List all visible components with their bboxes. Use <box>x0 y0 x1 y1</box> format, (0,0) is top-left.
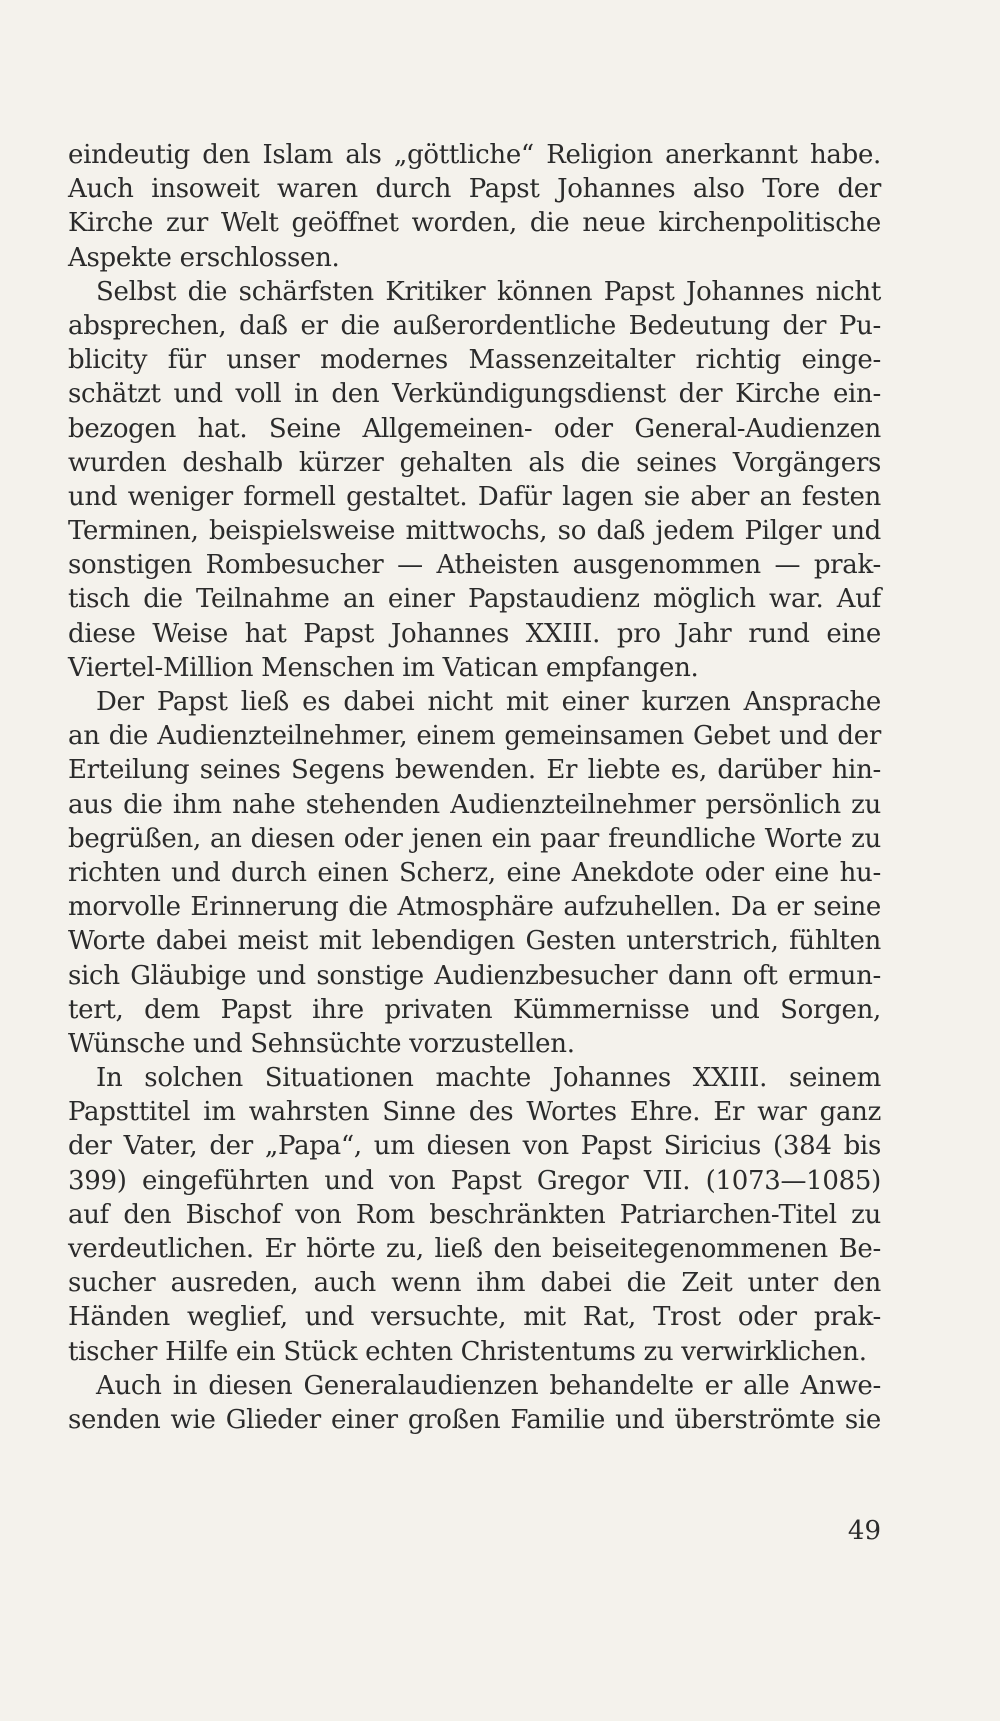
text-line: Auch in diesen Generalaudienzen behandelte er alle Anwe- <box>96 1370 881 1401</box>
text-line: verdeutlichen. Er hörte zu, ließ den beiseitegenommenen Be- <box>68 1234 881 1264</box>
text-line: Selbst die schärfsten Kritiker können Papst Johannes nicht <box>96 276 881 307</box>
text-line: diese Weise hat Papst Johannes XXIII. pro Jahr rund eine <box>68 618 881 649</box>
text-line: sich Gläubige und sonstige Audienzbesucher dann oft ermun- <box>68 960 881 991</box>
text-line: absprechen, daß er die außerordentliche Bedeutung der Pu- <box>68 310 881 341</box>
text-line: der Vater, der „Papa“, um diesen von Papst Siricius (384 bis <box>68 1131 881 1162</box>
text-line: und weniger formell gestaltet. Dafür lagen sie aber an festen <box>68 481 881 512</box>
text-line: richten und durch einen Scherz, eine Anekdote oder eine hu- <box>68 857 881 888</box>
text-line: wurden deshalb kürzer gehalten als die seines Vorgängers <box>68 447 881 478</box>
text-line: In solchen Situationen machte Johannes XXIII. seinem <box>96 1063 881 1094</box>
paragraph-3 <box>68 685 881 1061</box>
text-line: Händen weglief, und versuchte, mit Rat, Trost oder prak- <box>68 1302 881 1333</box>
paragraph-5 <box>68 1369 881 1437</box>
text-line: Aspekte erschlossen. <box>68 242 340 273</box>
text-line: sucher ausreden, auch wenn ihm dabei die Zeit unter den <box>68 1268 881 1299</box>
text-line: bezogen hat. Seine Allgemeinen- oder General-Audienzen <box>68 413 881 444</box>
text-line: schätzt und voll in den Verkündigungsdienst der Kirche ein- <box>68 379 881 410</box>
text-line: eindeutig den Islam als „göttliche“ Religion anerkannt habe. <box>68 140 881 170</box>
text-line: begrüßen, an diesen oder jenen ein paar freundliche Worte zu <box>68 823 881 854</box>
text-line: auf den Bischof von Rom beschränkten Patriarchen-Titel zu <box>68 1199 881 1230</box>
text-line: an die Audienzteilnehmer, einem gemeinsamen Gebet und der <box>68 721 881 752</box>
text-line: Worte dabei meist mit lebendigen Gesten unterstrich, fühlten <box>68 926 881 957</box>
text-line: tischer Hilfe ein Stück echten Christentums zu verwirklichen. <box>68 1336 867 1367</box>
text-line: blicity für unser modernes Massenzeitalter richtig einge- <box>68 345 881 376</box>
text-line: Kirche zur Welt geöffnet worden, die neue kirchenpolitische <box>68 208 881 239</box>
text-line: morvolle Erinnerung die Atmosphäre aufzuhellen. Da er seine <box>68 892 881 923</box>
text-line: tert, dem Papst ihre privaten Kümmernisse und Sorgen, <box>68 994 881 1025</box>
page-number: 49 <box>847 1516 881 1546</box>
text-line: senden wie Glieder einer großen Familie und überströmte sie <box>68 1404 881 1435</box>
text-line: 399) eingeführten und von Papst Gregor VII. (1073—1085) <box>68 1165 881 1196</box>
paragraph-1 <box>68 138 881 275</box>
text-line: Erteilung seines Segens bewenden. Er liebte es, darüber hin- <box>68 755 881 786</box>
text-line: Papsttitel im wahrsten Sinne des Wortes Ehre. Er war ganz <box>68 1097 881 1128</box>
text-line: Der Papst ließ es dabei nicht mit einer kurzen Ansprache <box>96 687 881 717</box>
paragraph-4 <box>68 1061 881 1369</box>
text-line: Terminen, beispielsweise mittwochs, so daß jedem Pilger und <box>68 516 881 547</box>
text-line: Viertel-Million Menschen im Vatican empfangen. <box>68 652 699 683</box>
text-line: Wünsche und Sehnsüchte vorzustellen. <box>68 1028 575 1059</box>
paragraph-2 <box>68 275 881 685</box>
text-line: tisch die Teilnahme an einer Papstaudienz möglich war. Auf <box>68 584 881 615</box>
text-line: sonstigen Rombesucher — Atheisten ausgenommen — prak- <box>68 550 881 581</box>
text-line: aus die ihm nahe stehenden Audienzteilnehmer persönlich zu <box>68 789 881 820</box>
text-line: Auch insoweit waren durch Papst Johannes also Tore der <box>68 174 881 205</box>
body-text <box>68 138 881 1437</box>
